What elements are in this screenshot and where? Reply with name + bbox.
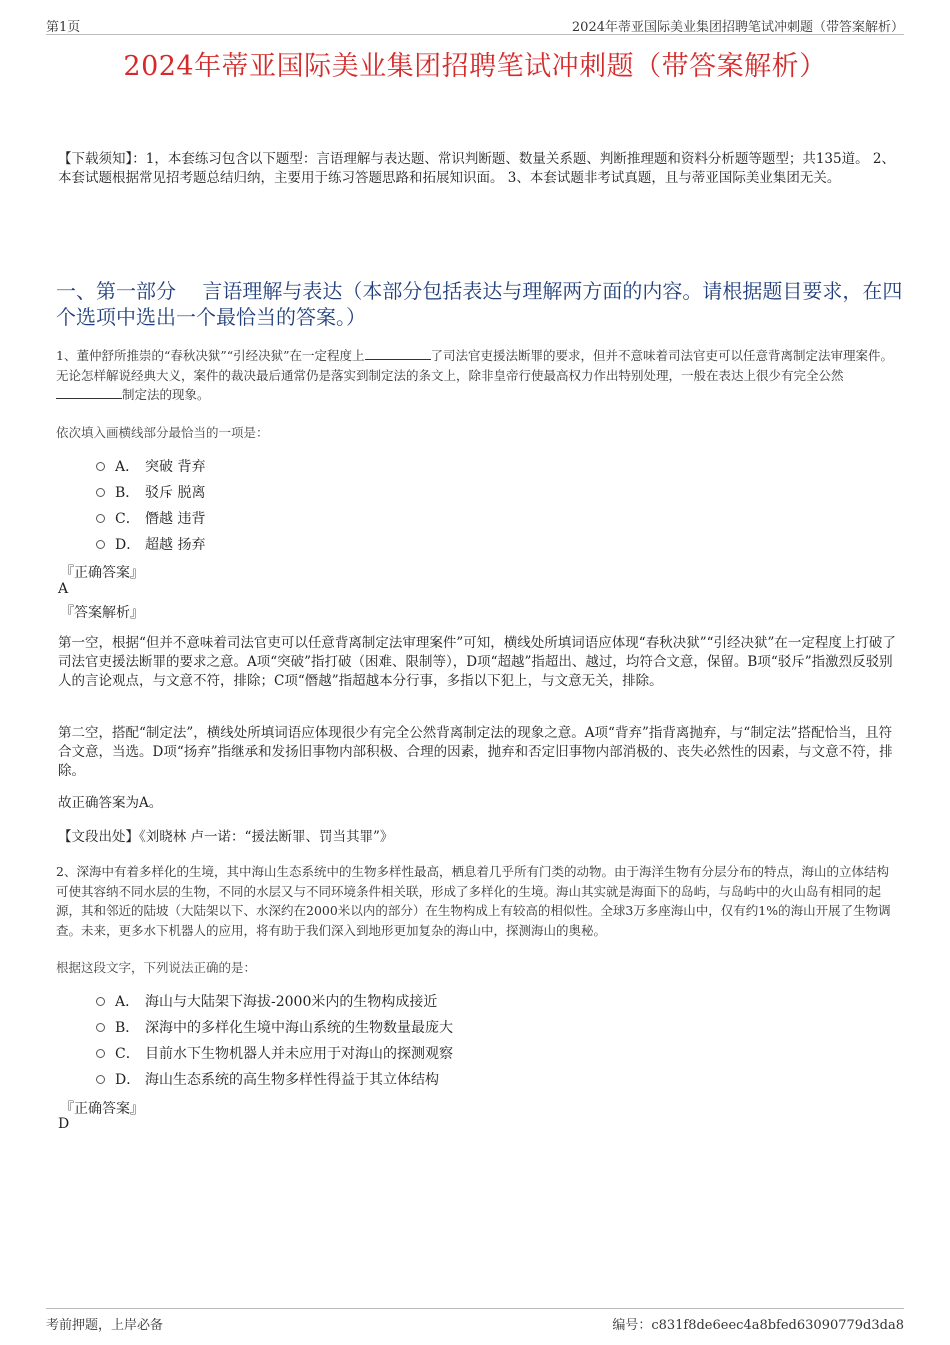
radio-icon[interactable] <box>96 1023 105 1032</box>
q1-option-b[interactable]: B． 驳斥 脱离 <box>96 482 205 502</box>
q1-answer: A <box>58 581 69 597</box>
q2-answer: D <box>58 1116 70 1132</box>
question-2-stem: 2、深海中有着多样化的生境，其中海山生态系统中的生物多样性最高，栖息着几乎所有门类的动物。由于海洋生物有分层分布的特点，海山的立体结构可使其容纳不同水层的生物，不同的水层又与不同环境条件相关联，形成了多样化的生境。海山其实就是海面下的岛屿，与岛屿中的火山岛有相同的起源，其和邻近的陆坡（大陆架以下、水深约在2000米以内的部分）在生物构成上有较高的相似性。全球3万多座海山中，仅有约1%的海山开展了生物调查。未来，更多水下机器人的应用，将有助于我们深入到地形更加复杂的海山中，探测海山的奥秘。 <box>56 864 891 938</box>
q1-option-c[interactable]: C． 僭越 违背 <box>96 508 205 528</box>
blank-2 <box>56 386 122 399</box>
radio-icon[interactable] <box>96 1075 105 1084</box>
footer-slogan: 考前押题，上岸必备 <box>46 1318 164 1333</box>
q2-option-c[interactable]: C． 目前水下生物机器人并未应用于对海山的探测观察 <box>96 1043 453 1063</box>
q1-option-d[interactable]: D． 超越 扬弃 <box>96 534 205 554</box>
q2-option-b[interactable]: B． 深海中的多样化生境中海山系统的生物数量最庞大 <box>96 1017 453 1037</box>
q1-analysis-paragraph-2: 第二空，搭配“制定法”，横线处所填词语应体现很少有完全公然背离制定法的现象之意。A项“背弃”指背离抛弃，与“制定法”搭配恰当，且符合文意，当选。D项“扬弃”指继承和发扬旧事物内部积极、合理的因素，抛弃和否定旧事物内部消极的、丧失必然性的因素，与文意不符，排除。 <box>58 725 893 779</box>
q1-analysis-label: 『答案解析』 <box>60 605 144 621</box>
q2-answer-label: 『正确答案』 <box>60 1101 144 1117</box>
radio-icon[interactable] <box>96 997 105 1006</box>
radio-icon[interactable] <box>96 1049 105 1058</box>
download-notice: 【下载须知】：1，本套练习包含以下题型：言语理解与表达题、常识判断题、数量关系题、判断推理题和资料分析题等题型；共135道。 2、本套试题根据常见招考题总结归纳，主要用于练习答题思路和拓展知识面。 3、本套试题非考试真题，且与蒂亚国际美业集团无关。 <box>58 151 895 186</box>
q2-option-d[interactable]: D． 海山生态系统的高生物多样性得益于其立体结构 <box>96 1069 439 1089</box>
radio-icon[interactable] <box>96 488 105 497</box>
radio-icon[interactable] <box>96 462 105 471</box>
q1-analysis-paragraph-1: 第一空，根据“但并不意味着司法官吏可以任意背离制定法审理案件”可知，横线处所填词语应体现“春秋决狱”“引经决狱”在一定程度上打破了司法官吏援法断罪的要求之意。A项“突破”指打破（困难、限制等），D项“超越”指超出、越过，均符合文意，保留。B项“驳斥”指激烈反驳别人的言论观点，与文意不符，排除；C项“僭越”指超越本分行事，多指以下犯上，与文意无关，排除。 <box>58 635 896 689</box>
document-title: 2024年蒂亚国际美业集团招聘笔试冲刺题（带答案解析） <box>123 51 827 82</box>
footer-doc-id: 编号：c831f8de6eec4a8bfed63090779d3da8 <box>612 1318 904 1333</box>
q1-answer-label: 『正确答案』 <box>60 565 144 581</box>
question-2-prompt: 根据这段文字，下列说法正确的是： <box>56 960 257 975</box>
section-heading: 一、第一部分 言语理解与表达（本部分包括表达与理解两方面的内容。请根据题目要求，在四个选项中选出一个最恰当的答案。） <box>56 279 903 329</box>
q1-conclusion: 故正确答案为A。 <box>58 795 163 811</box>
header-doc-title: 2024年蒂亚国际美业集团招聘笔试冲刺题（带答案解析） <box>571 20 904 35</box>
question-1-prompt: 依次填入画横线部分最恰当的一项是： <box>56 425 269 440</box>
page-number: 第1页 <box>46 20 81 35</box>
page-header <box>46 14 904 35</box>
q1-source: 【文段出处】《刘晓林 卢一诺：“援法断罪、罚当其罪”》 <box>58 829 394 845</box>
radio-icon[interactable] <box>96 540 105 549</box>
radio-icon[interactable] <box>96 514 105 523</box>
question-1-stem: 1、董仲舒所推崇的“春秋决狱”“引经决狱”在一定程度上 了司法官吏援法断罪的要求，但并不意味着司法官吏可以任意背离制定法审理案件。无论怎样解说经典大义，案件的裁决最后通常仍是落实到制定法的条文上，除非皇帝行使最高权力作出特别处理，一般在表达上很少有完全公然制定法的现象。 <box>56 348 894 402</box>
q2-option-a[interactable]: A． 海山与大陆架下海拔-2000米内的生物构成接近 <box>96 991 437 1011</box>
q1-option-a[interactable]: A． 突破 背弃 <box>96 456 205 476</box>
page-footer <box>46 1308 904 1335</box>
blank-1 <box>365 347 431 360</box>
